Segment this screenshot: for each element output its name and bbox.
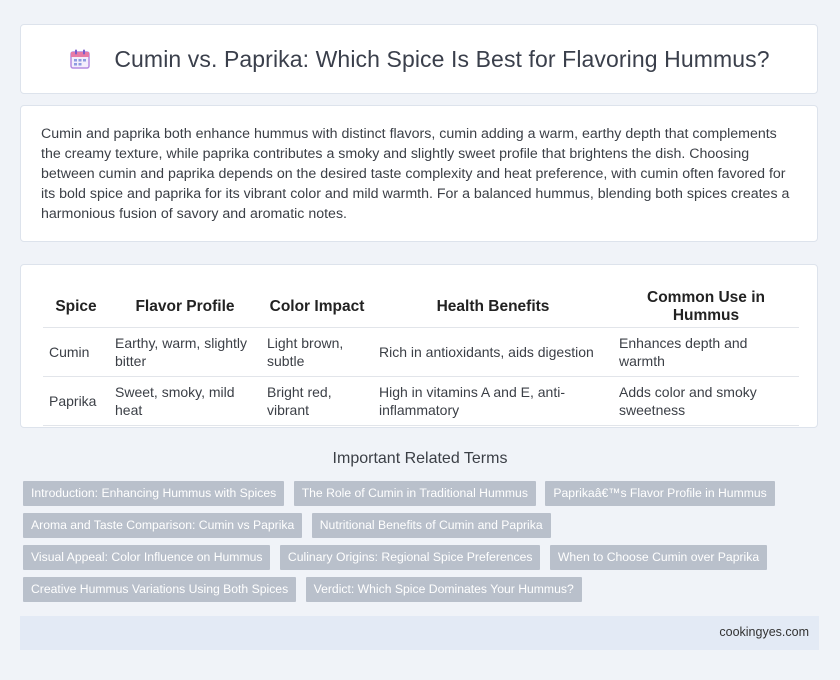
table-header-row xyxy=(43,283,799,328)
table-cell: Rich in antioxidants, aids digestion xyxy=(373,328,613,377)
related-term-tag[interactable]: Introduction: Enhancing Hummus with Spices xyxy=(23,481,284,506)
related-terms-heading: Important Related Terms xyxy=(332,450,508,467)
related-term-tag[interactable]: Culinary Origins: Regional Spice Preferences xyxy=(280,545,541,570)
table-cell: Paprika xyxy=(43,377,109,426)
related-term-tag[interactable]: Creative Hummus Variations Using Both Spices xyxy=(23,577,296,602)
related-term-tag[interactable]: When to Choose Cumin over Paprika xyxy=(550,545,767,570)
related-terms-list xyxy=(23,481,803,609)
related-term-tag[interactable]: Nutritional Benefits of Cumin and Paprika xyxy=(312,513,551,538)
related-term-tag[interactable]: Aroma and Taste Comparison: Cumin vs Paprika xyxy=(23,513,302,538)
title-card xyxy=(20,24,818,94)
table-row xyxy=(43,377,799,426)
calendar-icon xyxy=(68,47,92,71)
table-row xyxy=(43,328,799,377)
header-color-impact: Color Impact xyxy=(269,298,365,315)
related-term-tag[interactable]: Paprikaâ€™s Flavor Profile in Hummus xyxy=(545,481,774,506)
table-cell: Earthy, warm, slightly bitter xyxy=(109,328,261,377)
intro-paragraph: Cumin and paprika both enhance hummus with distinct flavors, cumin adding a warm, earthy depth that complements the creamy texture, while paprika contributes a smoky and slightly sweet profile that brightens the dish. Choosing between cumin and paprika depends on the desired taste complexity and heat preference, with cumin often favored for its bold spice and paprika for its vibrant color and mild warmth. For a balanced hummus, blending both spices creates a harmonious fusion of savory and aromatic notes. xyxy=(41,126,790,222)
table-cell: Enhances depth and warmth xyxy=(613,328,799,377)
header-common-use: Common Use in Hummus xyxy=(647,289,765,324)
table-cell: Bright red, vibrant xyxy=(261,377,373,426)
header-flavor-profile: Flavor Profile xyxy=(135,298,235,315)
comparison-table-card xyxy=(20,264,818,428)
comparison-table xyxy=(43,283,799,426)
related-term-tag[interactable]: Visual Appeal: Color Influence on Hummus xyxy=(23,545,270,570)
related-term-tag[interactable]: Verdict: Which Spice Dominates Your Hummus? xyxy=(306,577,582,602)
footer-site-name[interactable]: cookingyes.com xyxy=(719,625,809,639)
table-cell: Adds color and smoky sweetness xyxy=(613,377,799,426)
page-title: Cumin vs. Paprika: Which Spice Is Best for Flavoring Hummus? xyxy=(114,45,770,72)
table-cell: Light brown, subtle xyxy=(261,328,373,377)
intro-card xyxy=(20,105,818,242)
table-cell: Cumin xyxy=(43,328,109,377)
header-health-benefits: Health Benefits xyxy=(436,298,550,315)
footer xyxy=(20,616,819,650)
table-cell: High in vitamins A and E, anti-inflammatory xyxy=(373,377,613,426)
header-spice: Spice xyxy=(55,298,97,315)
table-cell: Sweet, smoky, mild heat xyxy=(109,377,261,426)
related-term-tag[interactable]: The Role of Cumin in Traditional Hummus xyxy=(294,481,536,506)
